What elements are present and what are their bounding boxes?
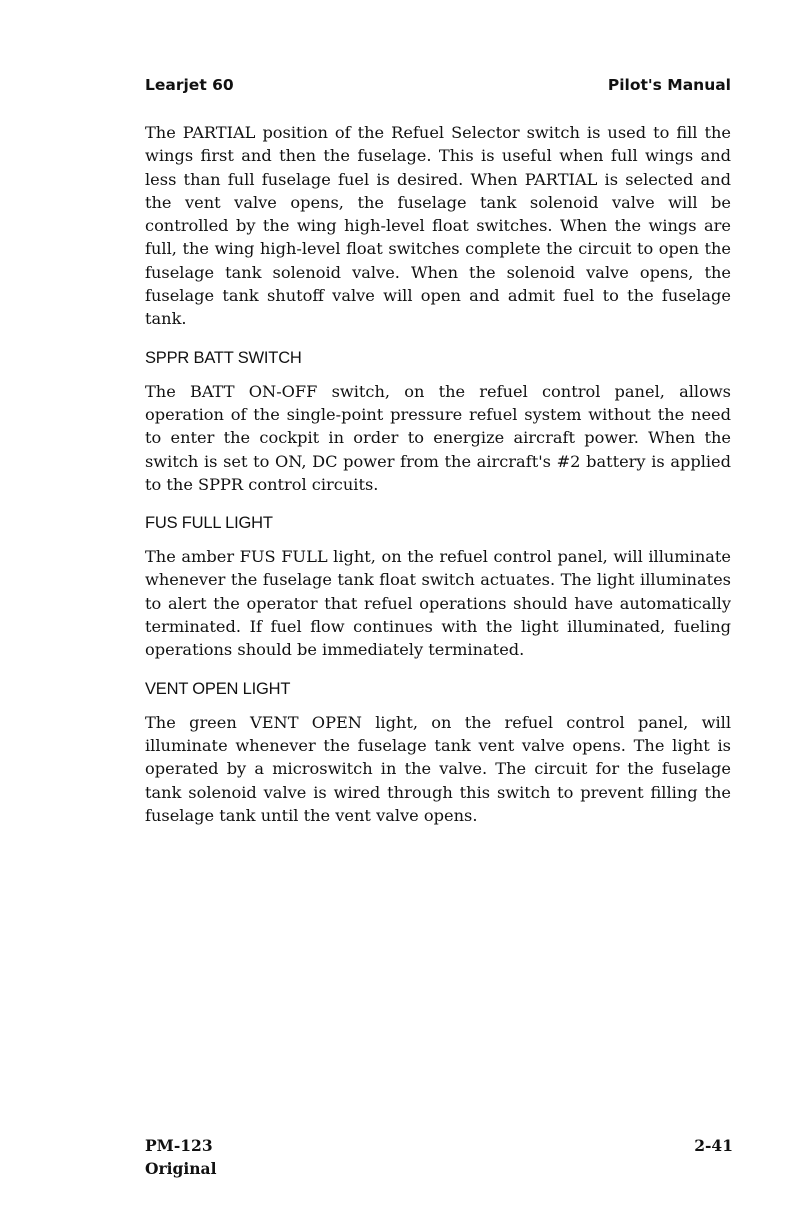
section-text-sppr-batt-switch: The BATT ON-OFF switch, on the refuel control panel, allows operation of the single-point pressure refuel system without the need to enter the cockpit in order to energize aircraft power. When the switch is set to ON, DC power from the aircraft's #2 battery is applied to the SPPR control circuits. [145, 381, 731, 494]
footer-document-info [145, 1134, 216, 1180]
footer-revision: Original [145, 1159, 217, 1178]
header-manual-title: Pilot's Manual [607, 76, 731, 94]
section-text-fus-full-light: The amber FUS FULL light, on the refuel control panel, will illuminate whenever the fuselage tank float switch actuates. The light illuminates to alert the operator that refuel operations should have automatically terminated. If fuel flow continues with the light illuminated, fueling operations should be immediately terminated. [145, 547, 731, 660]
section-heading-vent-open-light: VENT OPEN LIGHT [145, 679, 291, 698]
page-content [145, 121, 731, 827]
header-aircraft-title: Learjet 60 [145, 76, 234, 94]
footer-doc-number: PM-123 [145, 1136, 213, 1155]
section-heading-sppr-batt-switch: SPPR BATT SWITCH [145, 348, 302, 367]
section-heading-fus-full-light: FUS FULL LIGHT [145, 514, 273, 533]
intro-paragraph: The PARTIAL position of the Refuel Selector switch is used to fill the wings first and then the fuselage. This is useful when full wings and less than full fuselage fuel is desired. When PARTIAL is selected and the vent valve opens, the fuselage tank solenoid valve will be controlled by the wing high-level float switches. When the wings are full, the wing high-level float switches complete the circuit to open the fuselage tank solenoid valve. When the solenoid valve opens, the fuselage tank shutoff valve will open and admit fuel to the fuselage tank. [145, 123, 731, 329]
footer-page-number: 2-41 [694, 1136, 733, 1155]
section-text-vent-open-light: The green VENT OPEN light, on the refuel control panel, will illuminate whenever the fuselage tank vent valve opens. The light is operated by a microswitch in the valve. The circuit for the fuselage tank solenoid valve is wired through this switch to prevent filling the fuselage tank until the vent valve opens. [145, 712, 731, 825]
